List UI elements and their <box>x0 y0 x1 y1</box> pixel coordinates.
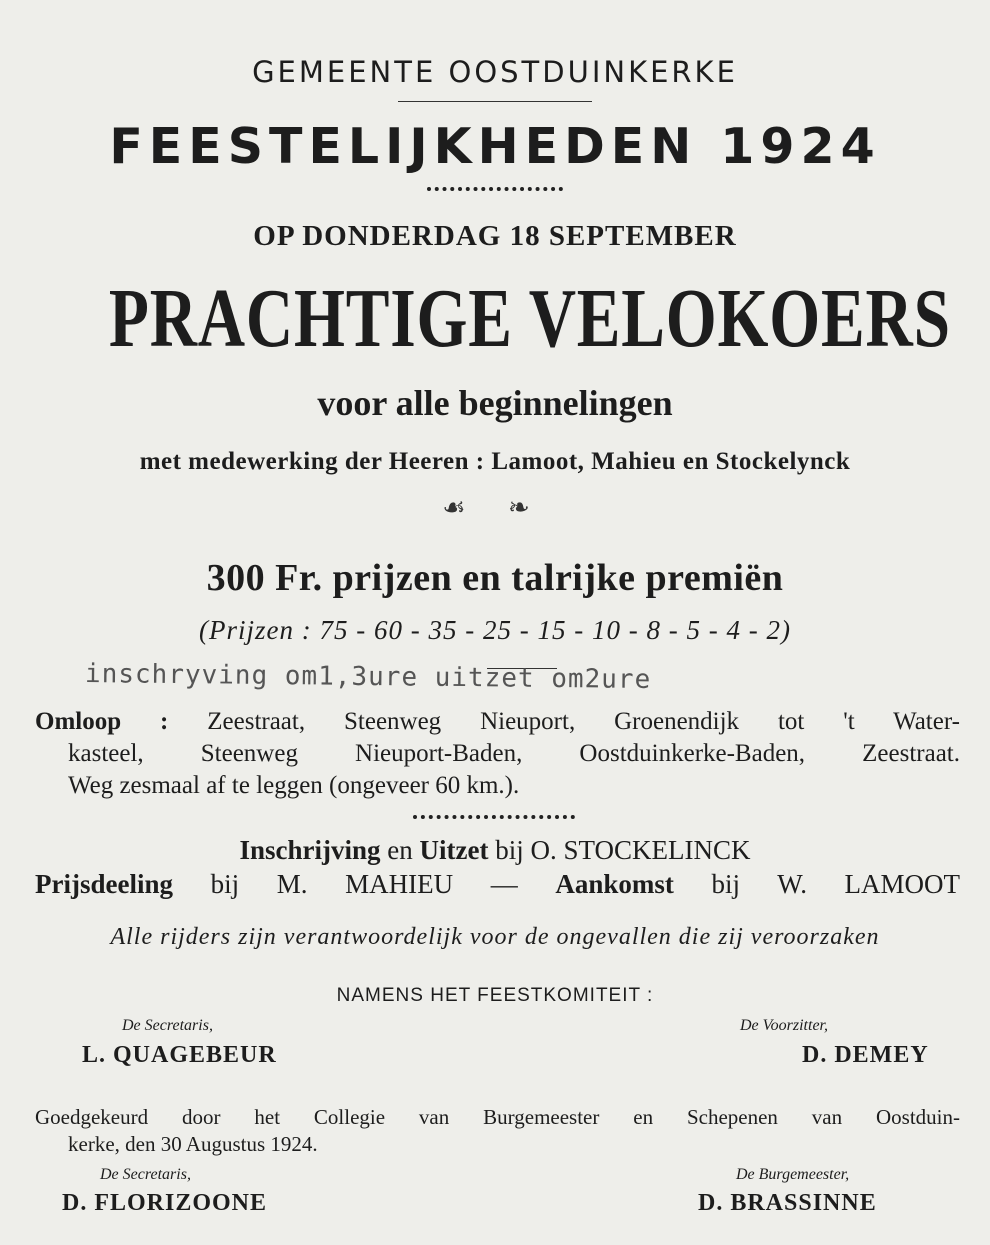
chairman-name: D. DEMEY <box>802 1042 929 1068</box>
typed-stamp: inschryving om1,3ure uitzet om2ure <box>84 659 652 695</box>
town-secretary-name: D. FLORIZOONE <box>62 1190 268 1216</box>
route-row-3 <box>35 770 960 802</box>
ornament-icon: ☙ ❧ <box>442 493 548 522</box>
prizes-heading: 300 Fr. prijzen en talrijke premiën <box>206 557 784 599</box>
approval-row-2: kerke, den 30 Augustus 1924. <box>68 1132 318 1156</box>
distribution-line <box>35 869 960 900</box>
distribution-label: Prijsdeeling <box>35 869 173 899</box>
registration-person: O. STOCKELINCK <box>530 835 751 865</box>
mayor-name: D. BRASSINNE <box>698 1190 877 1216</box>
distribution-person: M. MAHIEU <box>276 869 454 899</box>
mayor-role: De Burgemeester, <box>736 1166 850 1183</box>
municipality-heading: GEMEENTE OOSTDUINKERKE <box>252 55 738 89</box>
route-text-1: Zeestraat, Steenweg Nieuport, Groenendijk tot 't Water- <box>207 708 961 735</box>
secretary-role: De Secretaris, <box>122 1017 213 1034</box>
arrival-at: bij <box>711 869 741 899</box>
distribution-dash: — <box>490 869 518 899</box>
approval-text <box>35 1104 960 1158</box>
distribution-at: bij <box>210 869 240 899</box>
approval-row-1: Goedgekeurd door het Collegie van Burgemeester en Schepenen van Oostduin- <box>35 1105 960 1129</box>
committee-heading: NAMENS HET FEESTKOMITEIT : <box>336 985 654 1006</box>
prize-list: (Prijzen : 75 - 60 - 35 - 25 - 15 - 10 - 8 - 5 - 4 - 2) <box>199 615 791 645</box>
heading-rule <box>398 101 592 102</box>
arrival-label: Aankomst <box>555 869 674 899</box>
liability-disclaimer: Alle rijders zijn verantwoordelijk voor de ongevallen die zij veroorzaken <box>110 924 880 950</box>
town-secretary-role: De Secretaris, <box>100 1166 191 1183</box>
secretary-name: L. QUAGEBEUR <box>82 1042 277 1068</box>
route-row-1 <box>35 706 960 738</box>
dotted-divider-bottom <box>413 815 575 819</box>
chairman-role: De Voorzitter, <box>740 1017 828 1034</box>
route-text-3: Weg zesmaal af te leggen (ongeveer 60 km.). <box>68 772 520 799</box>
route-label: Omloop : <box>35 708 169 735</box>
event-date: OP DONDERDAG 18 SEPTEMBER <box>253 220 737 252</box>
registration-and: en <box>387 835 413 865</box>
dotted-divider-top <box>427 187 563 191</box>
departure-label: Uitzet <box>419 835 489 865</box>
race-title: PRACHTIGE VELOKOERS <box>108 272 951 365</box>
registration-label: Inschrijving <box>239 835 381 865</box>
registration-line <box>0 835 990 866</box>
audience-line: voor alle beginnelingen <box>317 383 673 423</box>
registration-at: bij <box>495 835 524 865</box>
route-text-2: kasteel, Steenweg Nieuport-Baden, Oostduinkerke-Baden, Zeestraat. <box>68 740 960 767</box>
arrival-person: W. LAMOOT <box>777 869 961 899</box>
route-block <box>35 706 960 802</box>
festivities-title: FEESTELIJKHEDEN 1924 <box>109 118 881 175</box>
route-row-2 <box>35 738 960 770</box>
cooperation-line: met medewerking der Heeren : Lamoot, Mahieu en Stockelynck <box>139 448 851 475</box>
